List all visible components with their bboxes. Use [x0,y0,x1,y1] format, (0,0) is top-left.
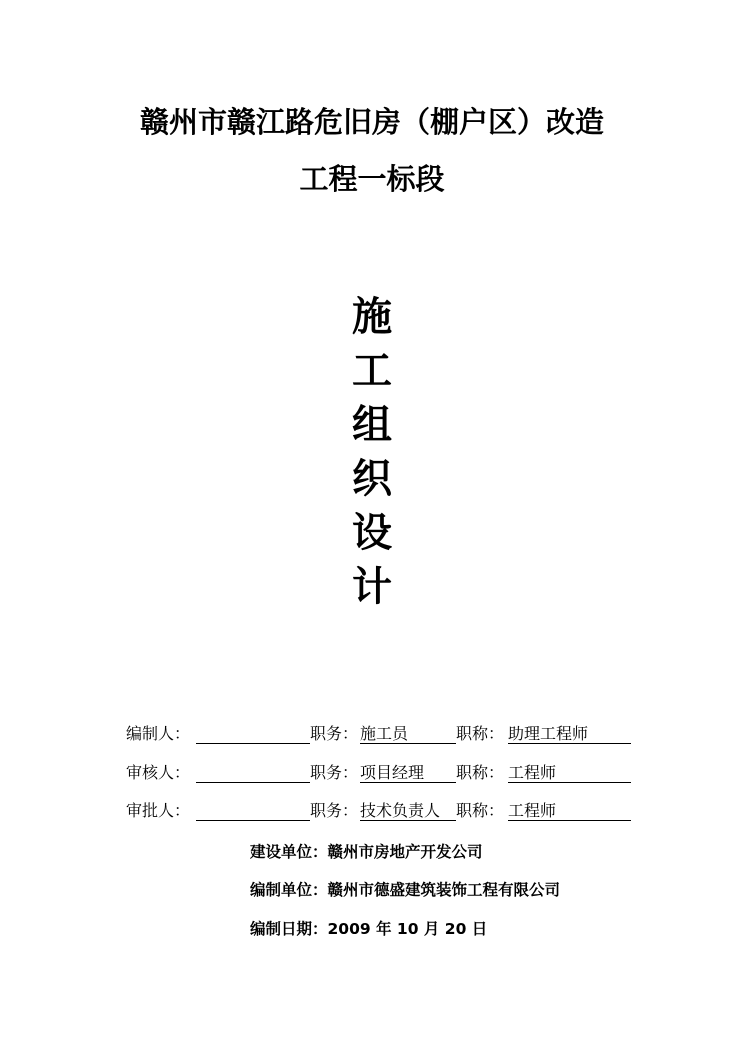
main-title-char: 计 [352,564,392,610]
main-title-char: 织 [352,456,392,502]
signature-label: 编制人： [126,724,191,743]
duty-value: 项目经理 [360,761,456,783]
construction-unit: 建设单位：赣州市房地产开发公司 [250,843,483,861]
signature-label: 审批人： [126,801,191,820]
compiling-unit: 编制单位：赣州市德盛建筑装饰工程有限公司 [250,881,561,899]
main-title-char: 设 [352,510,392,556]
signature-name-blank [196,761,310,783]
main-title-char: 组 [352,402,392,448]
professional-title-label: 职称： [456,724,505,743]
compile-date: 编制日期：2009 年 10 月 20 日 [250,920,488,938]
duty-label: 职务： [310,763,359,782]
signature-name-blank [196,722,310,744]
main-title-char: 施 [352,294,392,340]
duty-label: 职务： [310,801,359,820]
project-title-line1: 赣州市赣江路危旧房（棚户区）改造 [139,105,604,139]
duty-value: 技术负责人 [360,799,456,821]
main-title [0,290,744,614]
professional-title-value: 助理工程师 [508,722,631,744]
professional-title-label: 职称： [456,801,505,820]
main-title-char: 工 [352,348,392,394]
professional-title-value: 工程师 [508,799,631,821]
project-title-line2: 工程一标段 [299,162,445,196]
signature-label: 审核人： [126,763,191,782]
signature-name-blank [196,799,310,821]
duty-label: 职务： [310,724,359,743]
duty-value: 施工员 [360,722,456,744]
professional-title-value: 工程师 [508,761,631,783]
professional-title-label: 职称： [456,763,505,782]
